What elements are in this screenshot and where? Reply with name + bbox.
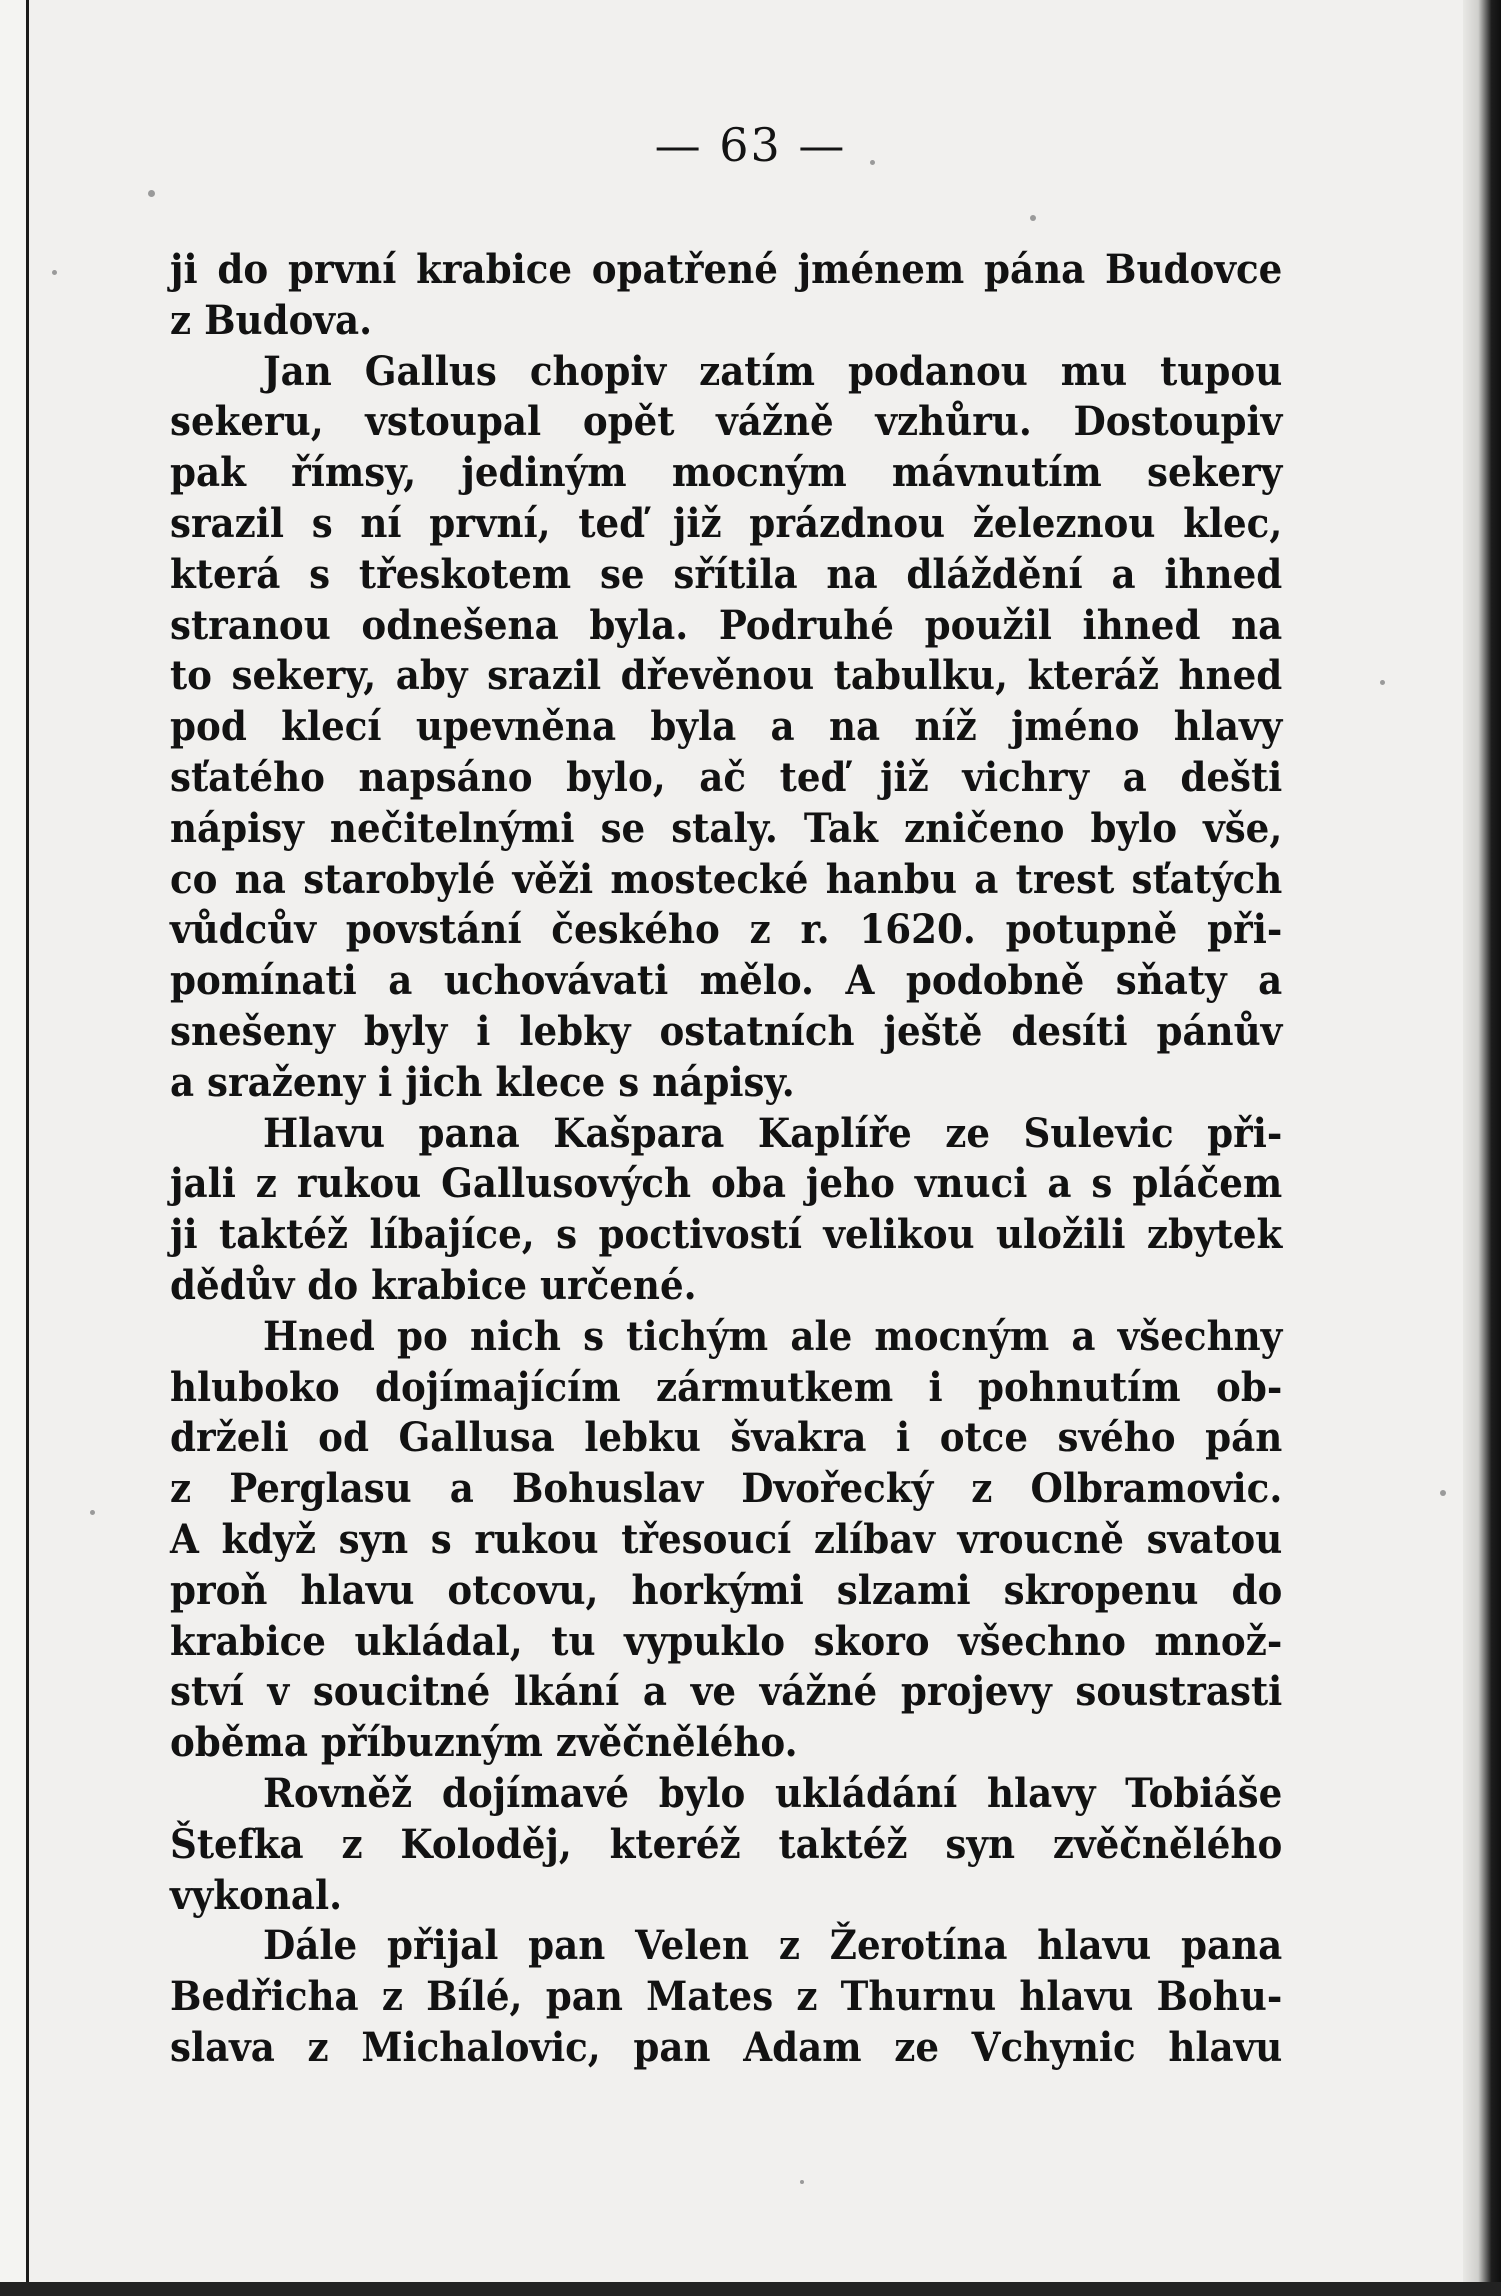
scan-edge-right xyxy=(1463,0,1501,2296)
text-line: A když syn s rukou třesoucí zlíbav vroucně svatou xyxy=(170,1515,1283,1563)
text-line: která s třeskotem se sřítila na dláždění a ihned xyxy=(170,550,1283,598)
text-line: stranou odnešena byla. Podruhé použil ihned na xyxy=(170,601,1283,649)
text-line: srazil s ní první, teď již prázdnou železnou klec, xyxy=(170,499,1283,547)
text-line: vůdcův povstání českého z r. 1620. potupně při- xyxy=(170,906,1283,954)
scan-edge-bottom xyxy=(0,2282,1501,2296)
paper-speck xyxy=(1030,215,1036,221)
text-line: snešeny byly i lebky ostatních ještě desíti pánův xyxy=(170,1007,1283,1055)
text-line: oběma příbuzným zvěčnělého. xyxy=(170,1719,798,1767)
paper-speck xyxy=(1380,680,1385,685)
text-line: ji taktéž líbajíce, s poctivostí velikou uložili zbytek xyxy=(170,1211,1283,1259)
text-line: ství v soucitné lkání a ve vážné projevy soustrasti xyxy=(170,1668,1283,1716)
text-line: sekeru, vstoupal opět vážně vzhůru. Dostoupiv xyxy=(170,398,1283,446)
text-line: sťatého napsáno bylo, ač teď již vichry a dešti xyxy=(170,753,1283,801)
paper-speck xyxy=(148,190,155,197)
page-number: — 63 — xyxy=(654,118,847,172)
text-line: to sekery, aby srazil dřevěnou tabulku, kteráž hned xyxy=(170,652,1283,700)
text-line: proň hlavu otcovu, horkými slzami skropenu do xyxy=(170,1566,1283,1614)
text-line: slava z Michalovic, pan Adam ze Vchynic hlavu xyxy=(170,2023,1283,2071)
text-line: vykonal. xyxy=(170,1871,343,1919)
text-line: jali z rukou Gallusových oba jeho vnuci a s pláčem xyxy=(170,1160,1283,1208)
scan-edge-left xyxy=(0,0,29,2296)
text-line: Jan Gallus chopiv zatím podanou mu tupou xyxy=(263,347,1283,395)
text-line: drželi od Gallusa lebku švakra i otce svého pán xyxy=(170,1414,1283,1462)
text-line: ji do první krabice opatřené jménem pána Budovce xyxy=(170,246,1283,293)
text-line: Štefka z Koloděj, kteréž taktéž syn zvěčnělého xyxy=(170,1820,1283,1868)
text-line: co na starobylé věži mostecké hanbu a trest sťatých xyxy=(170,855,1283,903)
text-line: dědův do krabice určené. xyxy=(170,1261,697,1309)
text-line: pak římsy, jediným mocným mávnutím sekery xyxy=(170,449,1283,497)
text-line: a sraženy i jich klece s nápisy. xyxy=(170,1058,795,1106)
text-line: pomínati a uchovávati mělo. A podobně sňaty a xyxy=(170,957,1283,1005)
body-text xyxy=(170,245,1282,2074)
text-line: krabice ukládal, tu vypuklo skoro všechno množ- xyxy=(170,1617,1283,1665)
text-line: nápisy nečitelnými se staly. Tak zničeno bylo vše, xyxy=(170,804,1283,852)
paper-speck xyxy=(800,2180,804,2184)
text-line: Rovněž dojímavé bylo ukládání hlavy Tobiáše xyxy=(263,1769,1283,1817)
paper-speck xyxy=(52,270,57,275)
paper-speck xyxy=(1440,1490,1446,1496)
text-line: Bedřicha z Bílé, pan Mates z Thurnu hlavu Bohu- xyxy=(170,1973,1283,2021)
text-line: hluboko dojímajícím zármutkem i pohnutím ob- xyxy=(170,1363,1283,1411)
text-line: Hned po nich s tichým ale mocným a všechny xyxy=(263,1312,1283,1360)
paper-speck xyxy=(90,1510,95,1515)
text-line: z Perglasu a Bohuslav Dvořecký z Olbramovic. xyxy=(170,1465,1283,1513)
text-line: pod klecí upevněna byla a na níž jméno hlavy xyxy=(170,703,1283,751)
text-line: z Budova. xyxy=(170,296,373,344)
text-line: Hlavu pana Kašpara Kaplíře ze Sulevic při- xyxy=(263,1109,1283,1157)
text-line: Dále přijal pan Velen z Žerotína hlavu pana xyxy=(263,1922,1283,1970)
